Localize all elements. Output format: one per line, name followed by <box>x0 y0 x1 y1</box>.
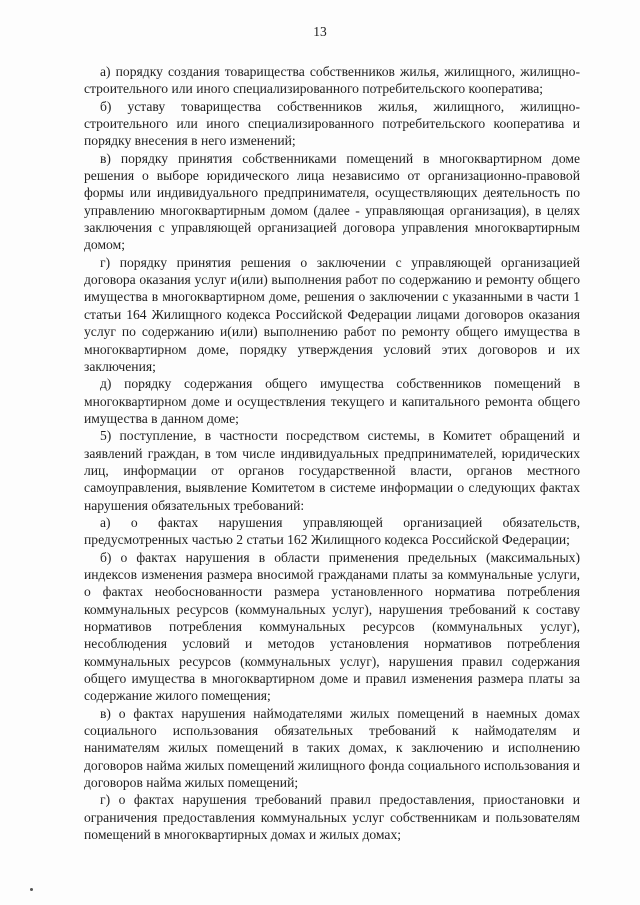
page-number: 13 <box>313 24 327 39</box>
document-body <box>84 63 580 843</box>
scan-speck <box>30 888 33 891</box>
paragraph-g-utility-provision: г) о фактах нарушения требований правил предоставления, приостановки и ограничения предоставления коммунальных услуг собственникам и пользователям помещений в многоквартирных домах и жилых домах; <box>84 792 580 843</box>
paragraph-v-social-housing: в) о фактах нарушения наймодателями жилых помещений в наемных домах социального использования обязательных требований к наймодателям и нанимателям жилых помещений в таких домах, к заключению и исполнению договоров найма жилых помещений жилищного фонда социального использования и договоров найма жилых помещений; <box>84 705 580 791</box>
paragraph-g-service-contract: г) порядку принятия решения о заключении с управляющей организацией договора оказания услуг и(или) выполнения работ по содержанию и ремонту общего имущества в многоквартирном доме, решения о заключении с указанными в части 1 статьи 164 Жилищного кодекса Российской Федерации лицами договоров оказания услуг по содержанию и(или) выполнению работ по ремонту общего имущества в многоквартирном доме, порядку утверждения условий этих договоров и их заключения; <box>84 254 580 374</box>
paragraph-5-complaints: 5) поступление, в частности посредством системы, в Комитет обращений и заявлений граждан, в том числе индивидуальных предпринимателей, юридических лиц, информации от органов государственной власти, органов местного самоуправления, выявление Комитетом в системе информации о следующих фактах нарушения обязательных требований: <box>84 428 580 513</box>
paragraph-v-management-choice: в) порядку принятия собственниками помещений в многоквартирном доме решения о выборе юридического лица независимо от организационно-правовой формы или индивидуального предпринимателя, осуществляющих деятельность по управлению многоквартирным домом (далее - управляющая организация), в целях заключения с управляющей организацией договора управления многоквартирным домом; <box>84 150 580 253</box>
paragraph-d-maintenance: д) порядку содержания общего имущества собственников помещений в многоквартирном доме и осуществления текущего и капитального ремонта общего имущества в данном доме; <box>84 376 580 426</box>
paragraph-a-creation: а) порядку создания товарищества собственников жилья, жилищного, жилищно-строительного или иного специализированного потребительского кооператива; <box>84 64 580 97</box>
paragraph-b-charter: б) уставу товарищества собственников жилья, жилищного, жилищно-строительного или иного специализированного потребительского кооператива и порядку внесения в него изменений; <box>84 98 580 149</box>
paragraph-a-obligations: а) о фактах нарушения управляющей организацией обязательств, предусмотренных частью 2 статьи 162 Жилищного кодекса Российской Федерации; <box>84 514 580 548</box>
paragraph-b-utility-indices: б) о фактах нарушения в области применения предельных (максимальных) индексов изменения размера вносимой гражданами платы за коммунальные услуги, о фактах необоснованности размера установленного норматива потребления коммунальных ресурсов (коммунальных услуг), нарушения требований к составу нормативов потребления коммунальных ресурсов (коммунальных услуг), несоблюдения условий и методов установления нормативов потребления коммунальных ресурсов (коммунальных услуг), нарушения правил содержания общего имущества в многоквартирном доме и правил изменения размера платы за содержание жилого помещения; <box>84 549 580 704</box>
